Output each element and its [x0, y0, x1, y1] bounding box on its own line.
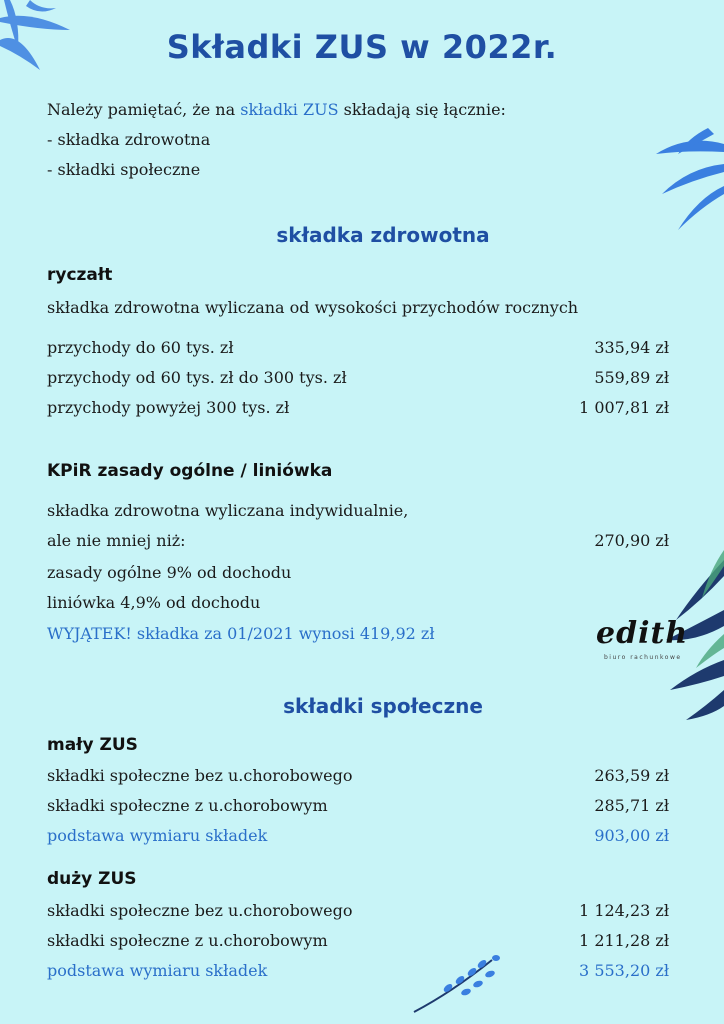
kpir-line: składka zdrowotna wyliczana indywidualnie,: [47, 501, 409, 520]
ryczalt-row: [47, 368, 669, 387]
subheading-maly-zus: mały ZUS: [47, 735, 138, 755]
row-label: przychody od 60 tys. zł do 300 tys. zł: [47, 368, 347, 387]
row-value: 1 124,23 zł: [579, 901, 669, 920]
intro-highlight: składki ZUS: [240, 100, 339, 119]
row-value: 1 007,81 zł: [579, 398, 669, 417]
row-value: 3 553,20 zł: [579, 961, 669, 980]
kpir-exception: WYJĄTEK! składka za 01/2021 wynosi 419,92 zł: [47, 624, 435, 643]
duzy-zus-base-row: [47, 961, 669, 980]
maly-zus-base-row: [47, 826, 669, 845]
row-value: 263,59 zł: [594, 766, 669, 785]
intro-bullet-social: - składki społeczne: [47, 160, 201, 179]
row-value: 270,90 zł: [594, 531, 669, 550]
duzy-zus-row: [47, 901, 669, 920]
intro-text-before: Należy pamiętać, że na: [47, 100, 241, 119]
intro-line: [47, 100, 506, 119]
kpir-line: zasady ogólne 9% od dochodu: [47, 563, 292, 582]
row-label: składki społeczne z u.chorobowym: [47, 931, 328, 950]
section-heading-social: składki społeczne: [283, 694, 483, 718]
intro-text-after: składają się łącznie:: [338, 100, 506, 119]
row-label: podstawa wymiaru składek: [47, 826, 268, 845]
subheading-kpir: KPiR zasady ogólne / liniówka: [47, 461, 333, 481]
subheading-ryczalt: ryczałt: [47, 265, 113, 285]
ryczalt-description: składka zdrowotna wyliczana od wysokości przychodów rocznych: [47, 298, 579, 317]
row-value: 1 211,28 zł: [579, 931, 669, 950]
logo-tagline: biuro rachunkowe: [604, 654, 682, 661]
row-label: ale nie mniej niż:: [47, 531, 186, 550]
section-heading-health: składka zdrowotna: [276, 223, 490, 247]
duzy-zus-row: [47, 931, 669, 950]
page-title: Składki ZUS w 2022r.: [166, 28, 558, 66]
row-value: 335,94 zł: [594, 338, 669, 357]
ryczalt-row: [47, 338, 669, 357]
row-value: 903,00 zł: [594, 826, 669, 845]
ryczalt-row: [47, 398, 669, 417]
row-value: 285,71 zł: [594, 796, 669, 815]
row-value: 559,89 zł: [594, 368, 669, 387]
row-label: składki społeczne z u.chorobowym: [47, 796, 328, 815]
subheading-duzy-zus: duży ZUS: [47, 869, 137, 889]
kpir-minimum-row: [47, 531, 669, 550]
maly-zus-row: [47, 766, 669, 785]
row-label: przychody powyżej 300 tys. zł: [47, 398, 290, 417]
row-label: składki społeczne bez u.chorobowego: [47, 901, 353, 920]
kpir-line: liniówka 4,9% od dochodu: [47, 593, 261, 612]
intro-bullet-health: - składka zdrowotna: [47, 130, 211, 149]
row-label: składki społeczne bez u.chorobowego: [47, 766, 353, 785]
leaf-decoration-right-icon: [648, 124, 724, 234]
maly-zus-row: [47, 796, 669, 815]
logo-name: edith: [596, 616, 689, 651]
row-label: podstawa wymiaru składek: [47, 961, 268, 980]
row-label: przychody do 60 tys. zł: [47, 338, 234, 357]
edith-logo: [596, 616, 689, 664]
